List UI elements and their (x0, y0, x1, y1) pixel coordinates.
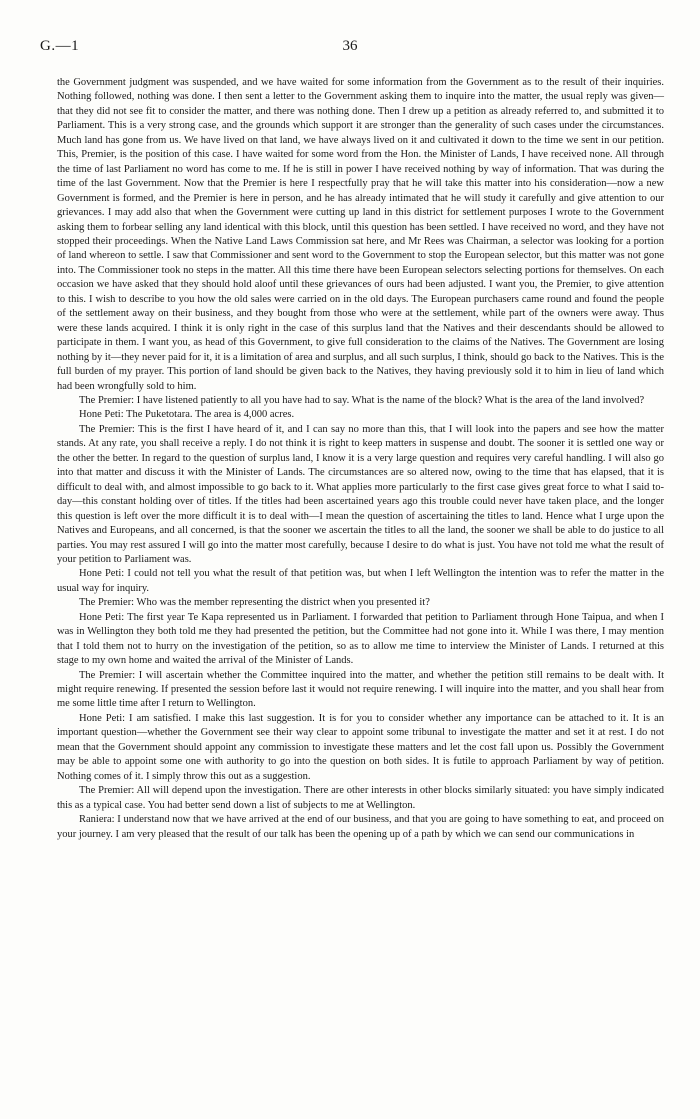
paragraph-hone-peti-suggestion: Hone Peti: I am satisfied. I make this last suggestion. It is for you to consider whether any importance can be attached to it. It is an important question—whether the Government see their way clear to appoint some tribunal to investigate the matter and set it at rest. I do not mean that the Government should appoint any commission to investigate these matters and let the cost fall upon us. Possibly the Government may be able to appoint some one with authority to go into the question on both sides. It is futile to approach Parliament by way of petition. Nothing comes of it. I simply throw this out as a suggestion. (57, 712, 664, 782)
paragraph-hone-peti-block: Hone Peti: The Puketotara. The area is 4,000 acres. (79, 409, 295, 421)
paragraph-hone-peti-te-kapa: Hone Peti: The first year Te Kapa represented us in Parliament. I forwarded that petition to Parliament through Hone Taipua, and when I was in Wellington they both told me they had presented the petition, but the Committee had not gone into it. While I was there, I may mention that I told them not to hurry on the investigation of the petition, so as to allow me time to interview the Minister of Lands. I returned at this stage to my own home and waited the arrival of the Minister of Lands. (57, 611, 664, 667)
paragraph-premier-reply: The Premier: This is the first I have heard of it, and I can say no more than this, that I will look into the papers and see how the matter stands. At any rate, you shall receive a reply. I do not think it is right to keep matters in suspense and doubt. The sooner it is settled one way or the other the better. In regard to the question of surplus land, I know it is a very large question and requires very careful handling. I will also go into that matter and discuss it with the Minister of Lands. The circumstances are so altered now, owing to the time that has elapsed, that it is difficult to deal with, and almost impossible to go back to it. What applies more particularly to the first case gives great force to what I said to-day—this constant holding over of titles. If the titles had been ascertained years ago this trouble could never have taken place, and the longer this question is left over the more difficult it is to deal with—I mean the question of ascertaining the titles to land. Hence what I urge upon the Natives and Europeans, and all concerned, is that the sooner we ascertain the titles to all the land, the sooner we shall be able to do justice to all parties. You may rest assured I will go into the matter most carefully, because I desire to do what is just. You have not told me what the result of your petition to Parliament was. (57, 423, 664, 565)
paragraph-continued: the Government judgment was suspended, and we have waited for some information from the Government as to the result of their inquiries. Nothing followed, nothing was done. I then sent a letter to the Government asking them to inquire into the matter, the usual reply was given—that they did not see fit to consider the matter, and there was nothing done. Then I drew up a petition as already referred to, and submitted it to Parliament. This is a very strong case, and the grounds which support it are stronger than the generality of such cases under the circumstances. Much land has gone from us. We have lived on that land, we have always lived on it and cultivated it down to the time we sent in our petition. This, Premier, is the position of this case. I have waited for some word from the Hon. the Minister of Lands, I have received none. All through the time of last Parliament no word has come to me. If he is still in power I have received nothing by way of information. That was during the time of the last Government. Now that the Premier is here I respectfully pray that he will take this matter into his consideration—now a new Government is formed, and the Premier is here in person, and he has already intimated that he will study it carefully and give attention to our grievances. I may add also that when the Government were cutting up land in this district for settlement purposes I wrote to the Government asking them to forbear selling any land identical with this block, until this question has been settled. I have received no word, and they have not stopped their proceedings. When the Native Land Laws Commission sat here, and Mr Rees was Chairman, a selector was looking for a portion of land whereon to settle. I saw that Commissioner and sent word to the Government to stop the European selector, but this matter was not gone into. The Commissioner took no steps in the matter. All this time there have been European selectors selecting portions for themselves. On each occasion we have asked that they should hold aloof until these grievances of ours had been adjusted. I want you, the Premier, to give attention to this. I wish to describe to you how the old sales were carried on in the old days. The European purchasers came round and found the people of the settlement away on their business, and they bought from those who were at the settlement, while part of the owners were away. Thus were these lands acquired. I think it is only right in the case of this surplus land that the Natives and their descendants should be allowed to participate in them. I want you, as head of this Government, to give full consideration to the claims of the Natives. The Government are losing nothing by it—they never paid for it, it is a limitation of area and surplus, and all such surplus, I think, should go back to the Natives. This is the full burden of my prayer. This portion of land should be given back to the Natives, they having previously sold it to him in lieu of land which had been wrongfully sold to him. (57, 77, 664, 392)
paragraph-premier-committee: The Premier: I will ascertain whether the Committee inquired into the matter, and whether the petition still remains to be dealt with. It might require renewing. If presented the session before last it would not require renewing. I will inquire into the matter, and you shall hear from me some little time after I return to Wellington. (57, 669, 664, 710)
paragraph-premier-investigation: The Premier: All will depend upon the investigation. There are other interests in other blocks similarly situated: you have simply indicated this as a typical case. You had better send down a list of subjects to me at Wellington. (57, 785, 664, 811)
document-body (57, 76, 664, 842)
paragraph-premier-question: The Premier: I have listened patiently to all you have had to say. What is the name of the block? What is the area of the land involved? (79, 394, 645, 406)
paragraph-raniera: Raniera: I understand now that we have arrived at the end of our business, and that you are going to have something to eat, and proceed on your journey. I am very pleased that the result of our talk has been the opening up of a path by which we can send our communications in (57, 814, 664, 840)
document-reference: G.—1 (40, 38, 80, 54)
page-header (40, 38, 660, 60)
paragraph-premier-member: The Premier: Who was the member representing the district when you presented it? (79, 597, 430, 609)
page-number: 36 (342, 38, 358, 54)
paragraph-hone-peti-petition: Hone Peti: I could not tell you what the result of that petition was, but when I left Wellington the intention was to refer the matter in the usual way for inquiry. (57, 568, 664, 594)
